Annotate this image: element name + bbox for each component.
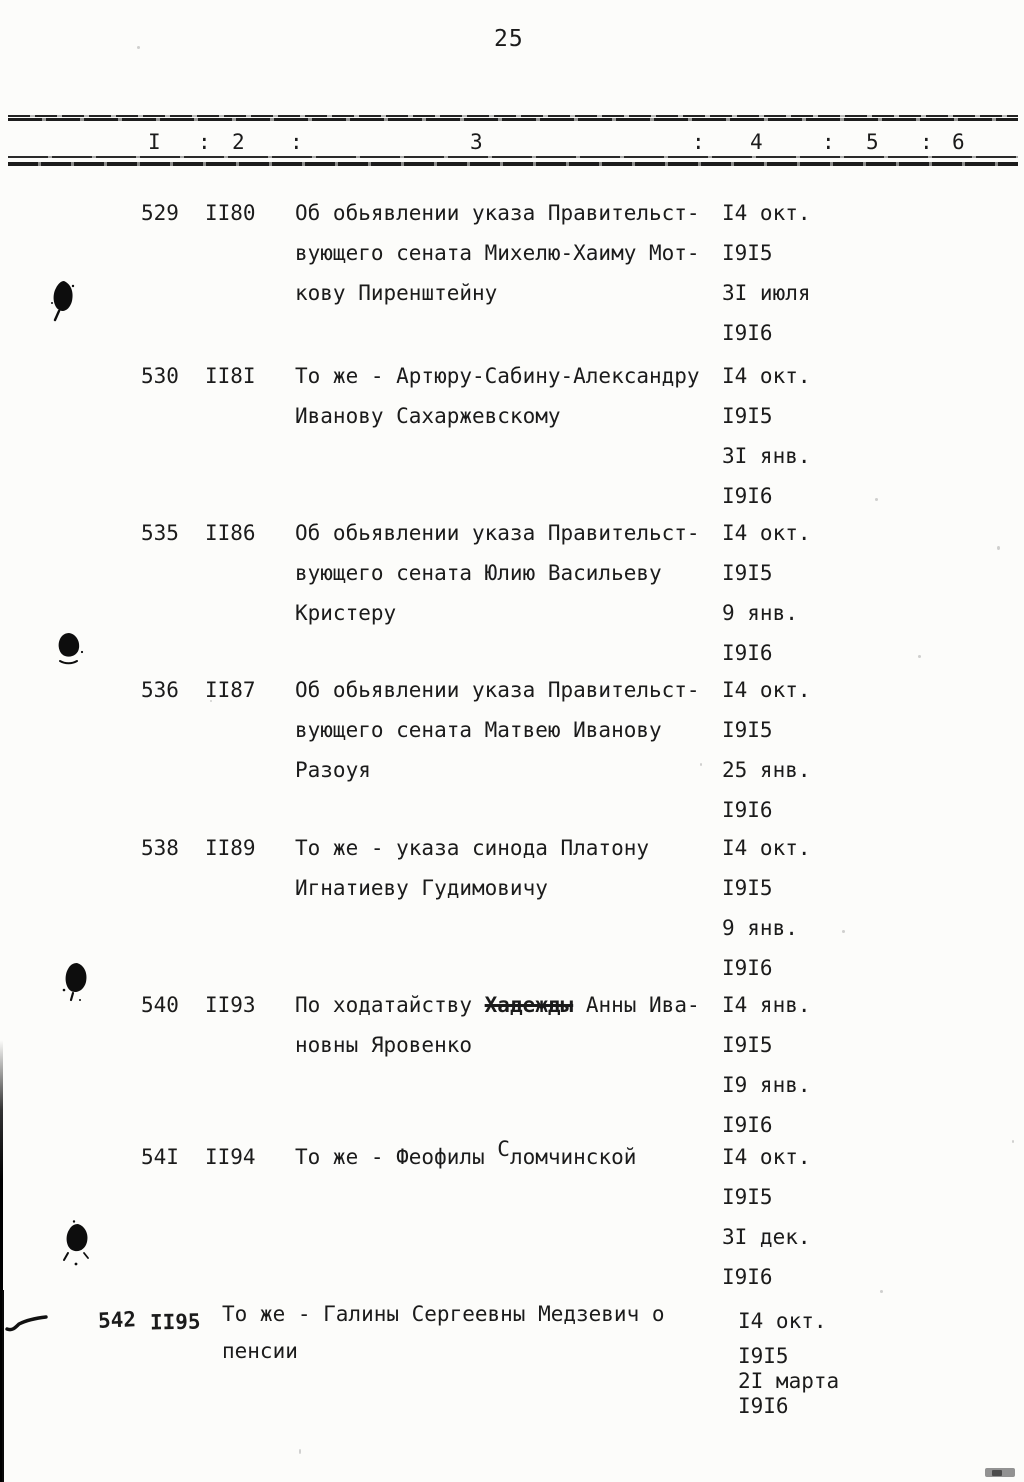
title-line: Об обьявлении указа Правительст- — [295, 201, 700, 225]
date-line: I9I5 — [722, 718, 773, 742]
date-line: I9I5 — [738, 1344, 789, 1368]
title-line: пенсии — [222, 1339, 298, 1363]
scan-speck — [700, 763, 702, 766]
cell-old-number: II94 — [205, 1145, 256, 1169]
date-line: 25 янв. — [722, 758, 811, 782]
cell-entry-number: 535 — [141, 521, 179, 545]
text-segment: ломчинской — [509, 1145, 637, 1169]
header-bottom-rule-thick — [8, 162, 1018, 166]
cell-entry-number: 542 — [97, 1307, 137, 1333]
cell-dates — [722, 513, 872, 673]
scan-speck — [137, 46, 140, 49]
header-col-5: 5 — [866, 130, 879, 154]
date-line: I9I5 — [722, 1033, 773, 1057]
date-line: I4 янв. — [722, 993, 811, 1017]
title-line: вующего сената Михелю-Хаиму Мот- — [295, 241, 700, 265]
date-line: I4 окт. — [722, 521, 811, 545]
table-top-rule-2 — [8, 118, 1018, 121]
scan-speck — [210, 700, 212, 702]
cell-entry-number: 536 — [141, 678, 179, 702]
date-line: I9I5 — [722, 241, 773, 265]
struck-text: Хадежды — [484, 993, 574, 1017]
scan-speck — [1012, 1140, 1014, 1143]
title-line: вующего сената Матвею Иванову — [295, 718, 662, 742]
cell-title — [295, 1137, 745, 1177]
date-line: 2I марта — [738, 1369, 840, 1393]
title-line: То же - указа синода Платону — [295, 836, 650, 860]
cell-entry-number: 540 — [141, 993, 179, 1017]
cell-old-number: II8I — [205, 364, 256, 388]
scan-speck — [880, 1290, 883, 1293]
cell-title — [295, 828, 745, 908]
page-number: 25 — [494, 26, 524, 52]
date-line: I9I6 — [722, 641, 773, 665]
cell-title — [295, 356, 745, 436]
ink-blot-3 — [60, 960, 96, 1006]
date-line: 3I дек. — [722, 1225, 811, 1249]
date-line: I4 окт. — [722, 201, 811, 225]
text-segment: То же - Феофилы — [295, 1145, 498, 1169]
title-line: Иванову Сахаржевскому — [295, 404, 561, 428]
ink-blot-1 — [48, 278, 82, 324]
cell-dates — [722, 985, 872, 1145]
cell-title — [222, 1296, 702, 1370]
raised-letter: С — [497, 1137, 510, 1161]
title-line: То же - Галины Сергеевны Медзевич о — [222, 1302, 665, 1326]
bottom-right-smudge-dark — [992, 1470, 1002, 1476]
table-header — [0, 130, 1024, 156]
date-line: I9I5 — [722, 1185, 773, 1209]
date-line: I9 янв. — [722, 1073, 811, 1097]
cell-old-number: II86 — [205, 521, 256, 545]
date-line: I9I6 — [722, 321, 773, 345]
header-separator: : — [920, 130, 933, 154]
date-line: I9I6 — [722, 956, 773, 980]
header-col-I: I — [148, 130, 161, 154]
scan-speck — [875, 498, 878, 501]
date-line: I4 окт. — [738, 1309, 827, 1333]
header-separator: : — [290, 130, 303, 154]
cell-old-number: II80 — [205, 201, 256, 225]
scan-speck — [842, 930, 845, 933]
date-line: I9I5 — [722, 404, 773, 428]
date-line: I9I6 — [722, 798, 773, 822]
pen-dash — [5, 1312, 49, 1338]
header-col-3: 3 — [470, 130, 483, 154]
date-line: 9 янв. — [722, 601, 798, 625]
title-line: Игнатиеву Гудимовичу — [295, 876, 548, 900]
title-line — [295, 1137, 745, 1177]
date-line: I9I5 — [722, 876, 773, 900]
cell-entry-number: 530 — [141, 364, 179, 388]
cell-title — [295, 193, 745, 313]
cell-dates — [722, 1137, 872, 1297]
date-line: I9I6 — [738, 1394, 789, 1418]
title-line: новны Яровенко — [295, 1033, 473, 1057]
date-line: I9I6 — [722, 484, 773, 508]
title-line: Об обьявлении указа Правительст- — [295, 521, 700, 545]
cell-entry-number: 54I — [141, 1145, 179, 1169]
cell-dates — [722, 828, 872, 988]
text-segment: По ходатайству — [295, 993, 485, 1017]
date-line: I9I6 — [722, 1113, 773, 1137]
date-line: I4 окт. — [722, 836, 811, 860]
left-scan-edge-2 — [2, 1290, 4, 1482]
date-line: I9I5 — [722, 561, 773, 585]
scan-speck — [299, 1449, 301, 1454]
cell-title — [295, 985, 745, 1065]
date-line: 3I янв. — [722, 444, 811, 468]
cell-entry-number: 538 — [141, 836, 179, 860]
cell-dates — [722, 670, 872, 830]
date-line: 9 янв. — [722, 916, 798, 940]
title-line: То же - Артюру-Сабину-Александру — [295, 364, 700, 388]
title-line: вующего сената Юлию Васильеву — [295, 561, 662, 585]
ink-blot-2 — [52, 630, 88, 668]
title-line — [295, 985, 745, 1025]
date-line: 3I июля — [722, 281, 811, 305]
header-col-4: 4 — [750, 130, 763, 154]
cell-title — [295, 670, 745, 790]
scan-speck — [997, 546, 1000, 550]
cell-entry-number: 529 — [141, 201, 179, 225]
cell-old-number: II89 — [205, 836, 256, 860]
title-line: Об обьявлении указа Правительст- — [295, 678, 700, 702]
header-separator: : — [822, 130, 835, 154]
date-line: I9I6 — [722, 1265, 773, 1289]
cell-title — [295, 513, 745, 633]
title-line: Разоуя — [295, 758, 371, 782]
date-line: I4 окт. — [722, 678, 811, 702]
title-line: Кристеру — [295, 601, 397, 625]
cell-old-number: II95 — [149, 1309, 201, 1335]
cell-old-number: II93 — [205, 993, 256, 1017]
scan-speck — [918, 655, 921, 658]
ink-blot-4 — [60, 1220, 98, 1268]
header-bottom-rule-thin — [8, 156, 1018, 158]
text-segment: Анны Ива- — [573, 993, 700, 1017]
header-separator: : — [692, 130, 705, 154]
header-separator: : — [198, 130, 211, 154]
title-line: кову Пиренштейну — [295, 281, 498, 305]
cell-dates — [738, 1309, 888, 1419]
header-col-2: 2 — [232, 130, 245, 154]
cell-dates — [722, 356, 872, 516]
table-top-rule — [8, 115, 1018, 117]
date-line: I4 окт. — [722, 1145, 811, 1169]
cell-dates — [722, 193, 872, 353]
cell-old-number: II87 — [205, 678, 256, 702]
header-col-6: 6 — [952, 130, 965, 154]
date-line: I4 окт. — [722, 364, 811, 388]
